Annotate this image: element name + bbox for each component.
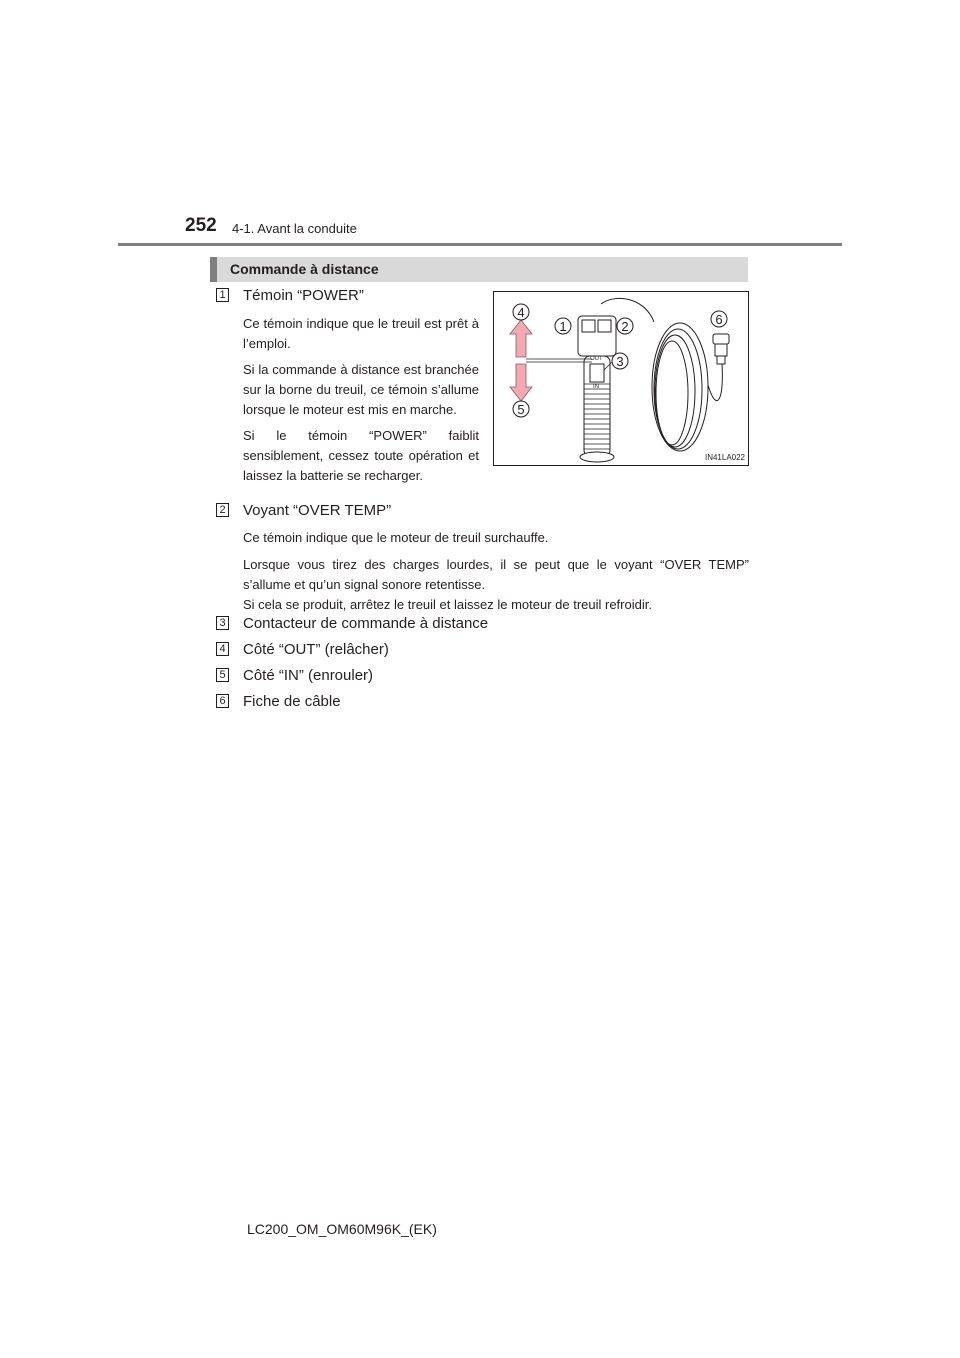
item-number: 5	[216, 668, 229, 682]
callout-3-label: 3	[616, 354, 624, 369]
paragraph: Si la commande à distance est branchée sur la borne du treuil, ce témoin s’allume lorsque le moteur est mis en marche.	[243, 362, 479, 417]
footer-doc-code: LC200_OM_OM60M96K_(EK)	[247, 1221, 437, 1237]
item-title: Témoin “POWER”	[243, 287, 364, 304]
callout-6-label: 6	[715, 312, 723, 327]
section-title: Commande à distance	[230, 261, 379, 277]
section-heading-bar	[210, 257, 748, 282]
remote-control-illustration	[493, 291, 749, 466]
page-number: 252	[185, 215, 217, 236]
callout-2-label: 2	[621, 319, 629, 334]
cable-plug	[713, 334, 729, 364]
item-number: 3	[216, 616, 229, 630]
section-label: 4-1. Avant la conduite	[232, 221, 357, 236]
item-title: Côté “OUT” (relâcher)	[243, 641, 389, 658]
switch-in-label: IN	[593, 384, 599, 390]
figure-code: IN41LA022	[704, 453, 745, 462]
remote-switch	[590, 364, 604, 382]
out-arrow-icon	[510, 320, 532, 357]
paragraph: Ce témoin indique que le moteur de treuil surchauffe.	[243, 530, 549, 545]
power-lamp	[582, 320, 595, 332]
item-number: 2	[216, 503, 229, 517]
item-number: 1	[216, 288, 229, 302]
item-number: 6	[216, 694, 229, 708]
header-rule	[118, 243, 842, 246]
in-arrow-icon	[510, 364, 532, 401]
over-temp-lamp	[598, 320, 611, 332]
item-title: Côté “IN” (enrouler)	[243, 667, 374, 684]
item-description	[243, 528, 749, 621]
item-title: Contacteur de commande à distance	[243, 615, 489, 632]
switch-out-label: OUT	[590, 356, 603, 362]
callout-4-label: 4	[517, 305, 525, 320]
item-title: Voyant “OVER TEMP”	[243, 502, 392, 519]
callout-5-label: 5	[517, 402, 525, 417]
paragraph: Si le témoin “POWER” faiblit sensiblement, cessez toute opération et laissez la batterie se recharger.	[243, 428, 479, 483]
paragraph: Lorsque vous tirez des charges lourdes, il se peut que le voyant “OVER TEMP” s’allume et qu’un signal sonore retentisse.	[243, 557, 749, 592]
paragraph: Ce témoin indique que le treuil est prêt à l’emploi.	[243, 316, 479, 351]
paragraph: Si cela se produit, arrêtez le treuil et laissez le moteur de treuil refroidir.	[243, 597, 652, 612]
callout-1-label: 1	[559, 319, 567, 334]
remote-control-drawing	[494, 292, 748, 465]
item-number: 4	[216, 642, 229, 656]
item-description	[243, 314, 479, 492]
item-title: Fiche de câble	[243, 693, 341, 710]
